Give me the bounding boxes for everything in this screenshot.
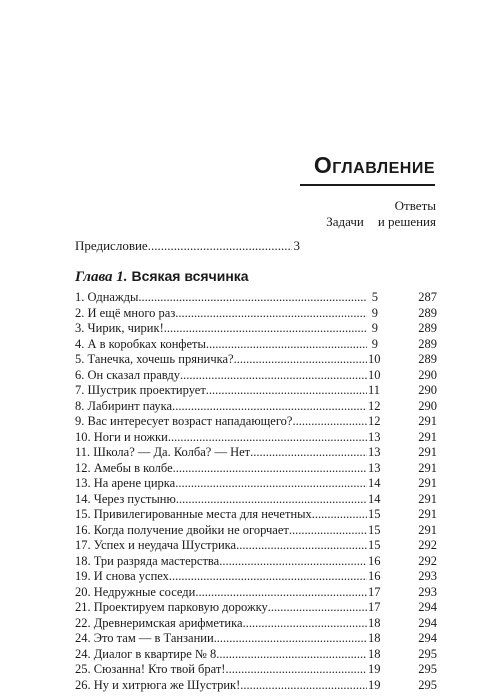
entry-answer-page: 292 — [418, 538, 437, 552]
dot-leader — [175, 306, 367, 322]
entry-title: 3. Чирик, чирик! — [75, 321, 164, 335]
entry-title-with-leader — [75, 445, 367, 461]
entry-answer-page: 292 — [418, 553, 437, 568]
entry-page: 19 — [368, 677, 381, 692]
entry-answer-page: 287 — [418, 290, 437, 304]
entry-answer-page: 295 — [418, 646, 437, 661]
dot-leader — [175, 476, 367, 492]
entry-answer-page: 291 — [418, 414, 437, 428]
entry-title-with-leader — [75, 585, 367, 601]
toc-entry[interactable] — [75, 523, 437, 539]
toc-entry[interactable] — [75, 631, 437, 647]
entry-page: 15 — [368, 522, 381, 537]
entry-answer-page: 291 — [418, 491, 437, 506]
chapter-label: Глава 1. — [75, 269, 128, 285]
entry-page: 13 — [368, 460, 381, 475]
entry-answer-page: 291 — [418, 429, 437, 444]
entry-title: 9. Вас интересует возраст нападающего? — [75, 414, 293, 428]
entry-answer-page: 290 — [418, 383, 437, 397]
column-header-problems-solutions — [0, 214, 436, 230]
entry-answer-page: 291 — [418, 445, 437, 459]
entry-title: 15. Привилегированные места для нечетных — [75, 507, 312, 521]
entry-answer-page: 295 — [418, 662, 437, 676]
entry-page: 5 — [371, 290, 378, 304]
entry-title: 21. Проектируем парковую дорожку — [75, 600, 268, 614]
dot-leader — [250, 445, 367, 461]
entry-title: 8. Лабиринт паука — [75, 398, 173, 413]
dot-leader — [169, 569, 367, 585]
entry-page: 11 — [368, 383, 381, 397]
dot-leader — [180, 368, 367, 384]
dot-leader — [234, 352, 367, 368]
answers-label: Ответы — [394, 198, 436, 213]
entry-title: 26. Ну и хитрюга же Шустрик! — [75, 677, 241, 692]
entry-page: 19 — [368, 662, 381, 676]
dot-leader — [148, 238, 292, 254]
preface-entry[interactable] — [75, 238, 300, 254]
entry-title-with-leader — [75, 554, 367, 570]
toc-entry[interactable] — [75, 321, 437, 337]
entry-title: 7. Шустрик проектирует — [75, 383, 206, 397]
page-title: Оглавление — [313, 152, 435, 178]
dot-leader — [138, 290, 367, 306]
toc-entry[interactable] — [75, 352, 437, 368]
entry-title-with-leader — [75, 631, 367, 647]
dot-leader — [176, 492, 367, 508]
entry-title: 11. Школа? — Да. Колба? — Нет — [75, 445, 251, 459]
entry-title: 25. Сюзанна! Кто твой брат! — [75, 662, 226, 676]
toc-list — [75, 290, 437, 693]
dot-leader — [195, 585, 367, 601]
entry-title-with-leader — [75, 507, 367, 523]
entry-title: 6. Он сказал правду — [75, 367, 180, 382]
entry-title: 22. Древнеримская арифметика — [75, 615, 243, 630]
toc-entry[interactable] — [75, 616, 437, 632]
dot-leader — [173, 461, 367, 477]
entry-page: 10 — [368, 352, 381, 366]
entry-answer-page: 291 — [418, 522, 437, 537]
entry-title: 14. Через пустыню — [75, 491, 176, 506]
entry-answer-page: 290 — [418, 367, 437, 382]
toc-entry[interactable] — [75, 538, 437, 554]
toc-entry[interactable] — [75, 492, 437, 508]
entry-page: 13 — [368, 429, 381, 444]
entry-title-with-leader — [75, 616, 367, 632]
entry-page: 17 — [368, 600, 381, 614]
dot-leader — [312, 507, 367, 523]
entry-title-with-leader — [75, 368, 367, 384]
toc-entry[interactable] — [75, 662, 437, 678]
entry-title-with-leader — [75, 600, 367, 616]
entry-page: 9 — [371, 305, 378, 320]
entry-title: 24. Это там — в Танзании — [75, 631, 214, 645]
entry-page: 14 — [368, 476, 381, 490]
dot-leader — [292, 414, 367, 430]
entry-title-with-leader — [75, 399, 367, 415]
entry-title: 12. Амебы в колбе — [75, 460, 173, 475]
dot-leader — [206, 337, 367, 353]
entry-answer-page: 291 — [418, 476, 437, 490]
entry-title-with-leader — [75, 306, 367, 322]
entry-title-with-leader — [75, 647, 367, 663]
entry-title: 24. Диалог в квартире № 8 — [75, 646, 217, 661]
entry-page: 15 — [368, 507, 381, 521]
toc-entry[interactable] — [75, 507, 437, 523]
toc-entry[interactable] — [75, 600, 437, 616]
title-underline — [300, 184, 435, 186]
entry-title: 4. А в коробках конфеты — [75, 336, 206, 351]
toc-entry[interactable] — [75, 569, 437, 585]
dot-leader — [243, 616, 367, 632]
entry-answer-page: 291 — [418, 507, 437, 521]
chapter-heading — [75, 268, 249, 286]
entry-answer-page: 294 — [418, 600, 437, 614]
entry-page: 16 — [368, 553, 381, 568]
dot-leader — [236, 538, 367, 554]
toc-entry[interactable] — [75, 399, 437, 415]
chapter-title: Всякая всячинка — [131, 268, 249, 284]
entry-answer-page: 294 — [418, 631, 437, 645]
entry-answer-page: 290 — [418, 398, 437, 413]
entry-page: 14 — [368, 491, 381, 506]
toc-entry[interactable] — [75, 430, 437, 446]
entry-page: 10 — [368, 367, 381, 382]
entry-title: 16. Когда получение двойки не огорчает — [75, 522, 289, 537]
preface-title: Предисловие — [75, 238, 148, 253]
entry-title-with-leader — [75, 662, 367, 678]
preface-page: 3 — [293, 238, 300, 253]
dot-leader — [214, 631, 367, 647]
dot-leader — [172, 399, 367, 415]
entry-answer-page: 289 — [418, 352, 437, 366]
toc-entry[interactable] — [75, 476, 437, 492]
dot-leader — [240, 678, 367, 694]
entry-page: 18 — [368, 646, 381, 661]
entry-page: 18 — [368, 615, 381, 630]
entry-title: 5. Танечка, хочешь пряничка? — [75, 352, 234, 366]
entry-answer-page: 289 — [418, 336, 437, 351]
entry-page: 13 — [368, 445, 381, 459]
entry-answer-page: 293 — [418, 569, 437, 583]
entry-title: 13. На арене цирка — [75, 476, 176, 490]
dot-leader — [206, 383, 367, 399]
entry-page: 9 — [371, 336, 378, 351]
entry-title-with-leader — [75, 523, 367, 539]
entry-title-with-leader — [75, 352, 367, 368]
toc-entry[interactable] — [75, 554, 437, 570]
entry-title-with-leader — [75, 476, 367, 492]
toc-entry[interactable] — [75, 445, 437, 461]
entry-answer-page: 295 — [418, 677, 437, 692]
toc-entry[interactable] — [75, 647, 437, 663]
dot-leader — [225, 662, 367, 678]
toc-entry[interactable] — [75, 414, 437, 430]
dot-leader — [219, 554, 367, 570]
entry-page: 12 — [368, 398, 381, 413]
entry-answer-page: 289 — [418, 321, 437, 335]
toc-entry[interactable] — [75, 678, 437, 694]
entry-answer-page: 291 — [418, 460, 437, 475]
dot-leader — [268, 600, 367, 616]
dot-leader — [168, 430, 367, 446]
entry-answer-page: 293 — [418, 584, 437, 599]
toc-entry[interactable] — [75, 585, 437, 601]
toc-entry[interactable] — [75, 337, 437, 353]
entry-title-with-leader — [75, 538, 367, 554]
toc-entry[interactable] — [75, 306, 437, 322]
entry-title-with-leader — [75, 383, 367, 399]
entry-title-with-leader — [75, 321, 367, 337]
entry-title-with-leader — [75, 430, 367, 446]
entry-page: 18 — [368, 631, 381, 645]
entry-page: 17 — [368, 584, 381, 599]
entry-title-with-leader — [75, 492, 367, 508]
toc-entry[interactable] — [75, 383, 437, 399]
entry-title: 17. Успех и неудача Шустрика — [75, 538, 237, 552]
entry-title-with-leader — [75, 414, 367, 430]
entry-title: 10. Ноги и ножки — [75, 429, 168, 444]
solutions-label: и решения — [377, 214, 436, 229]
dot-leader — [289, 523, 367, 539]
entry-title: 18. Три разряда мастерства — [75, 553, 220, 568]
entry-title: 20. Недружные соседи — [75, 584, 196, 599]
dot-leader — [216, 647, 367, 663]
entry-page: 16 — [368, 569, 381, 583]
column-header-answers — [0, 198, 436, 214]
entry-page: 12 — [368, 414, 381, 428]
toc-entry[interactable] — [75, 368, 437, 384]
entry-title-with-leader — [75, 337, 367, 353]
entry-page: 9 — [371, 321, 378, 335]
entry-title: 1. Однажды — [75, 290, 139, 304]
entry-answer-page: 289 — [418, 305, 437, 320]
entry-title: 2. И ещё много раз — [75, 305, 176, 320]
entry-answer-page: 294 — [418, 615, 437, 630]
toc-entry[interactable] — [75, 461, 437, 477]
entry-page: 15 — [368, 538, 381, 552]
entry-title-with-leader — [75, 461, 367, 477]
entry-title: 19. И снова успех — [75, 569, 169, 583]
entry-title-with-leader — [75, 290, 367, 306]
dot-leader — [164, 321, 367, 337]
problems-label: Задачи — [326, 214, 364, 229]
entry-title-with-leader — [75, 569, 367, 585]
entry-title-with-leader — [75, 678, 367, 694]
toc-entry[interactable] — [75, 290, 437, 306]
